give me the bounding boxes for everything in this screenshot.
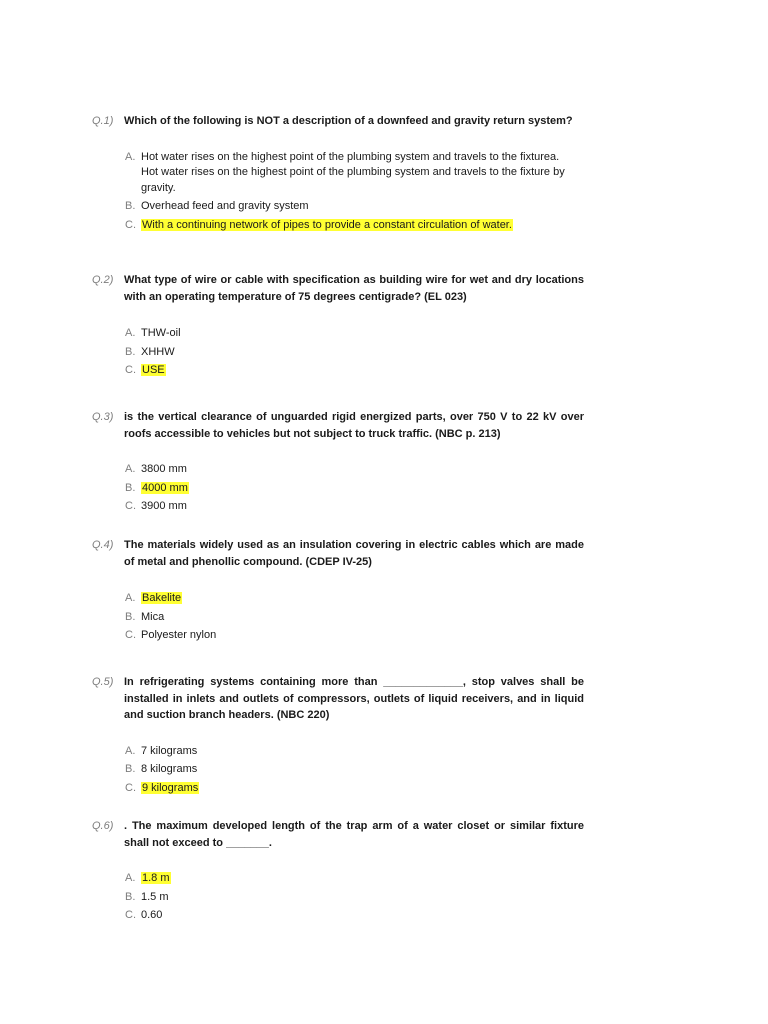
question-number: Q.4) [92,539,114,551]
option-b [125,762,617,778]
option-letter: C. [125,781,136,794]
question-number: Q.6) [92,820,114,832]
option-letter: C. [125,218,136,231]
option-a [125,150,617,197]
question-2 [92,272,584,382]
option-letter: C. [125,364,136,376]
option-b [125,481,617,497]
option-letter: B. [125,481,136,494]
question-number: Q.3) [92,411,114,423]
question-5 [92,674,584,799]
option-letter: A. [125,592,136,604]
option-text: Mica [141,610,165,623]
highlighted-answer: 1.8 m [142,872,170,884]
question-text: What type of wire or cable with specification as building wire for wet and dry locations with an operating temperature of 75 degrees centigrade? (EL 023) [124,274,584,303]
option-text: Hot water rises on the highest point of the plumbing system and travels to the fixturea. Hot water rises on the highest point of the plumbing system and travels to the fixture by gravity. [141,150,565,194]
option-letter: A. [125,150,136,163]
option-c [125,781,617,797]
highlighted-answer: Bakelite [142,592,182,604]
option-letter: B. [125,200,136,212]
question-number: Q.1) [92,115,114,127]
option-text: 1.5 m [141,890,169,903]
option-c [125,363,617,379]
question-text: is the vertical clearance of unguarded rigid energized parts, over 750 V to 22 kV over roofs accessible to vehicles but not subject to truck traffic. (NBC p. 213) [124,411,584,440]
question-3 [92,409,584,518]
option-b [125,890,617,906]
option-text: 8 kilograms [141,763,198,775]
option-b [125,199,617,215]
highlighted-answer: 9 kilograms [142,781,199,794]
question-text: Which of the following is NOT a description of a downfeed and gravity return system? [124,115,573,127]
option-letter: A. [125,463,136,475]
option-text: 0.60 [141,909,163,921]
question-text: . The maximum developed length of the trap arm of a water closet or similar fixture shall not exceed to _______. [124,820,584,849]
question-6 [92,818,584,927]
option-c [125,908,617,924]
option-letter: B. [125,345,136,358]
option-letter: A. [125,744,136,757]
question-text: In refrigerating systems containing more than _____________, stop valves shall be installed in inlets and outlets of compressors, outlets of liquid receivers, and in liquid and suction branch headers. (NBC 220) [124,676,584,721]
option-c [125,218,617,234]
option-text: Polyester nylon [141,629,217,641]
option-letter: A. [125,872,136,884]
option-a [125,591,617,607]
option-text: 7 kilograms [141,744,198,757]
question-1 [92,113,584,236]
option-c [125,499,617,515]
option-text: 3900 mm [141,500,187,512]
option-text: THW-oil [141,327,181,339]
option-letter: C. [125,629,136,641]
option-c [125,628,617,644]
option-letter: C. [125,500,136,512]
option-letter: B. [125,763,136,775]
option-a [125,871,617,887]
option-letter: A. [125,327,136,339]
option-b [125,610,617,626]
question-text: The materials widely used as an insulation covering in electric cables which are made of metal and phenollic compound. (CDEP IV-25) [124,539,584,568]
option-text: 3800 mm [141,463,187,475]
question-4 [92,537,584,647]
question-number: Q.2) [92,274,114,286]
option-text: XHHW [141,345,175,358]
option-letter: B. [125,890,136,903]
option-b [125,345,617,361]
option-letter: B. [125,610,136,623]
option-a [125,462,617,478]
option-text: Overhead feed and gravity system [141,200,309,212]
question-number: Q.5) [92,676,114,688]
option-letter: C. [125,909,136,921]
highlighted-answer: 4000 mm [142,481,188,494]
option-a [125,744,617,760]
option-a [125,326,617,342]
highlighted-answer: USE [142,364,165,376]
highlighted-answer: With a continuing network of pipes to provide a constant circulation of water. [142,218,512,231]
